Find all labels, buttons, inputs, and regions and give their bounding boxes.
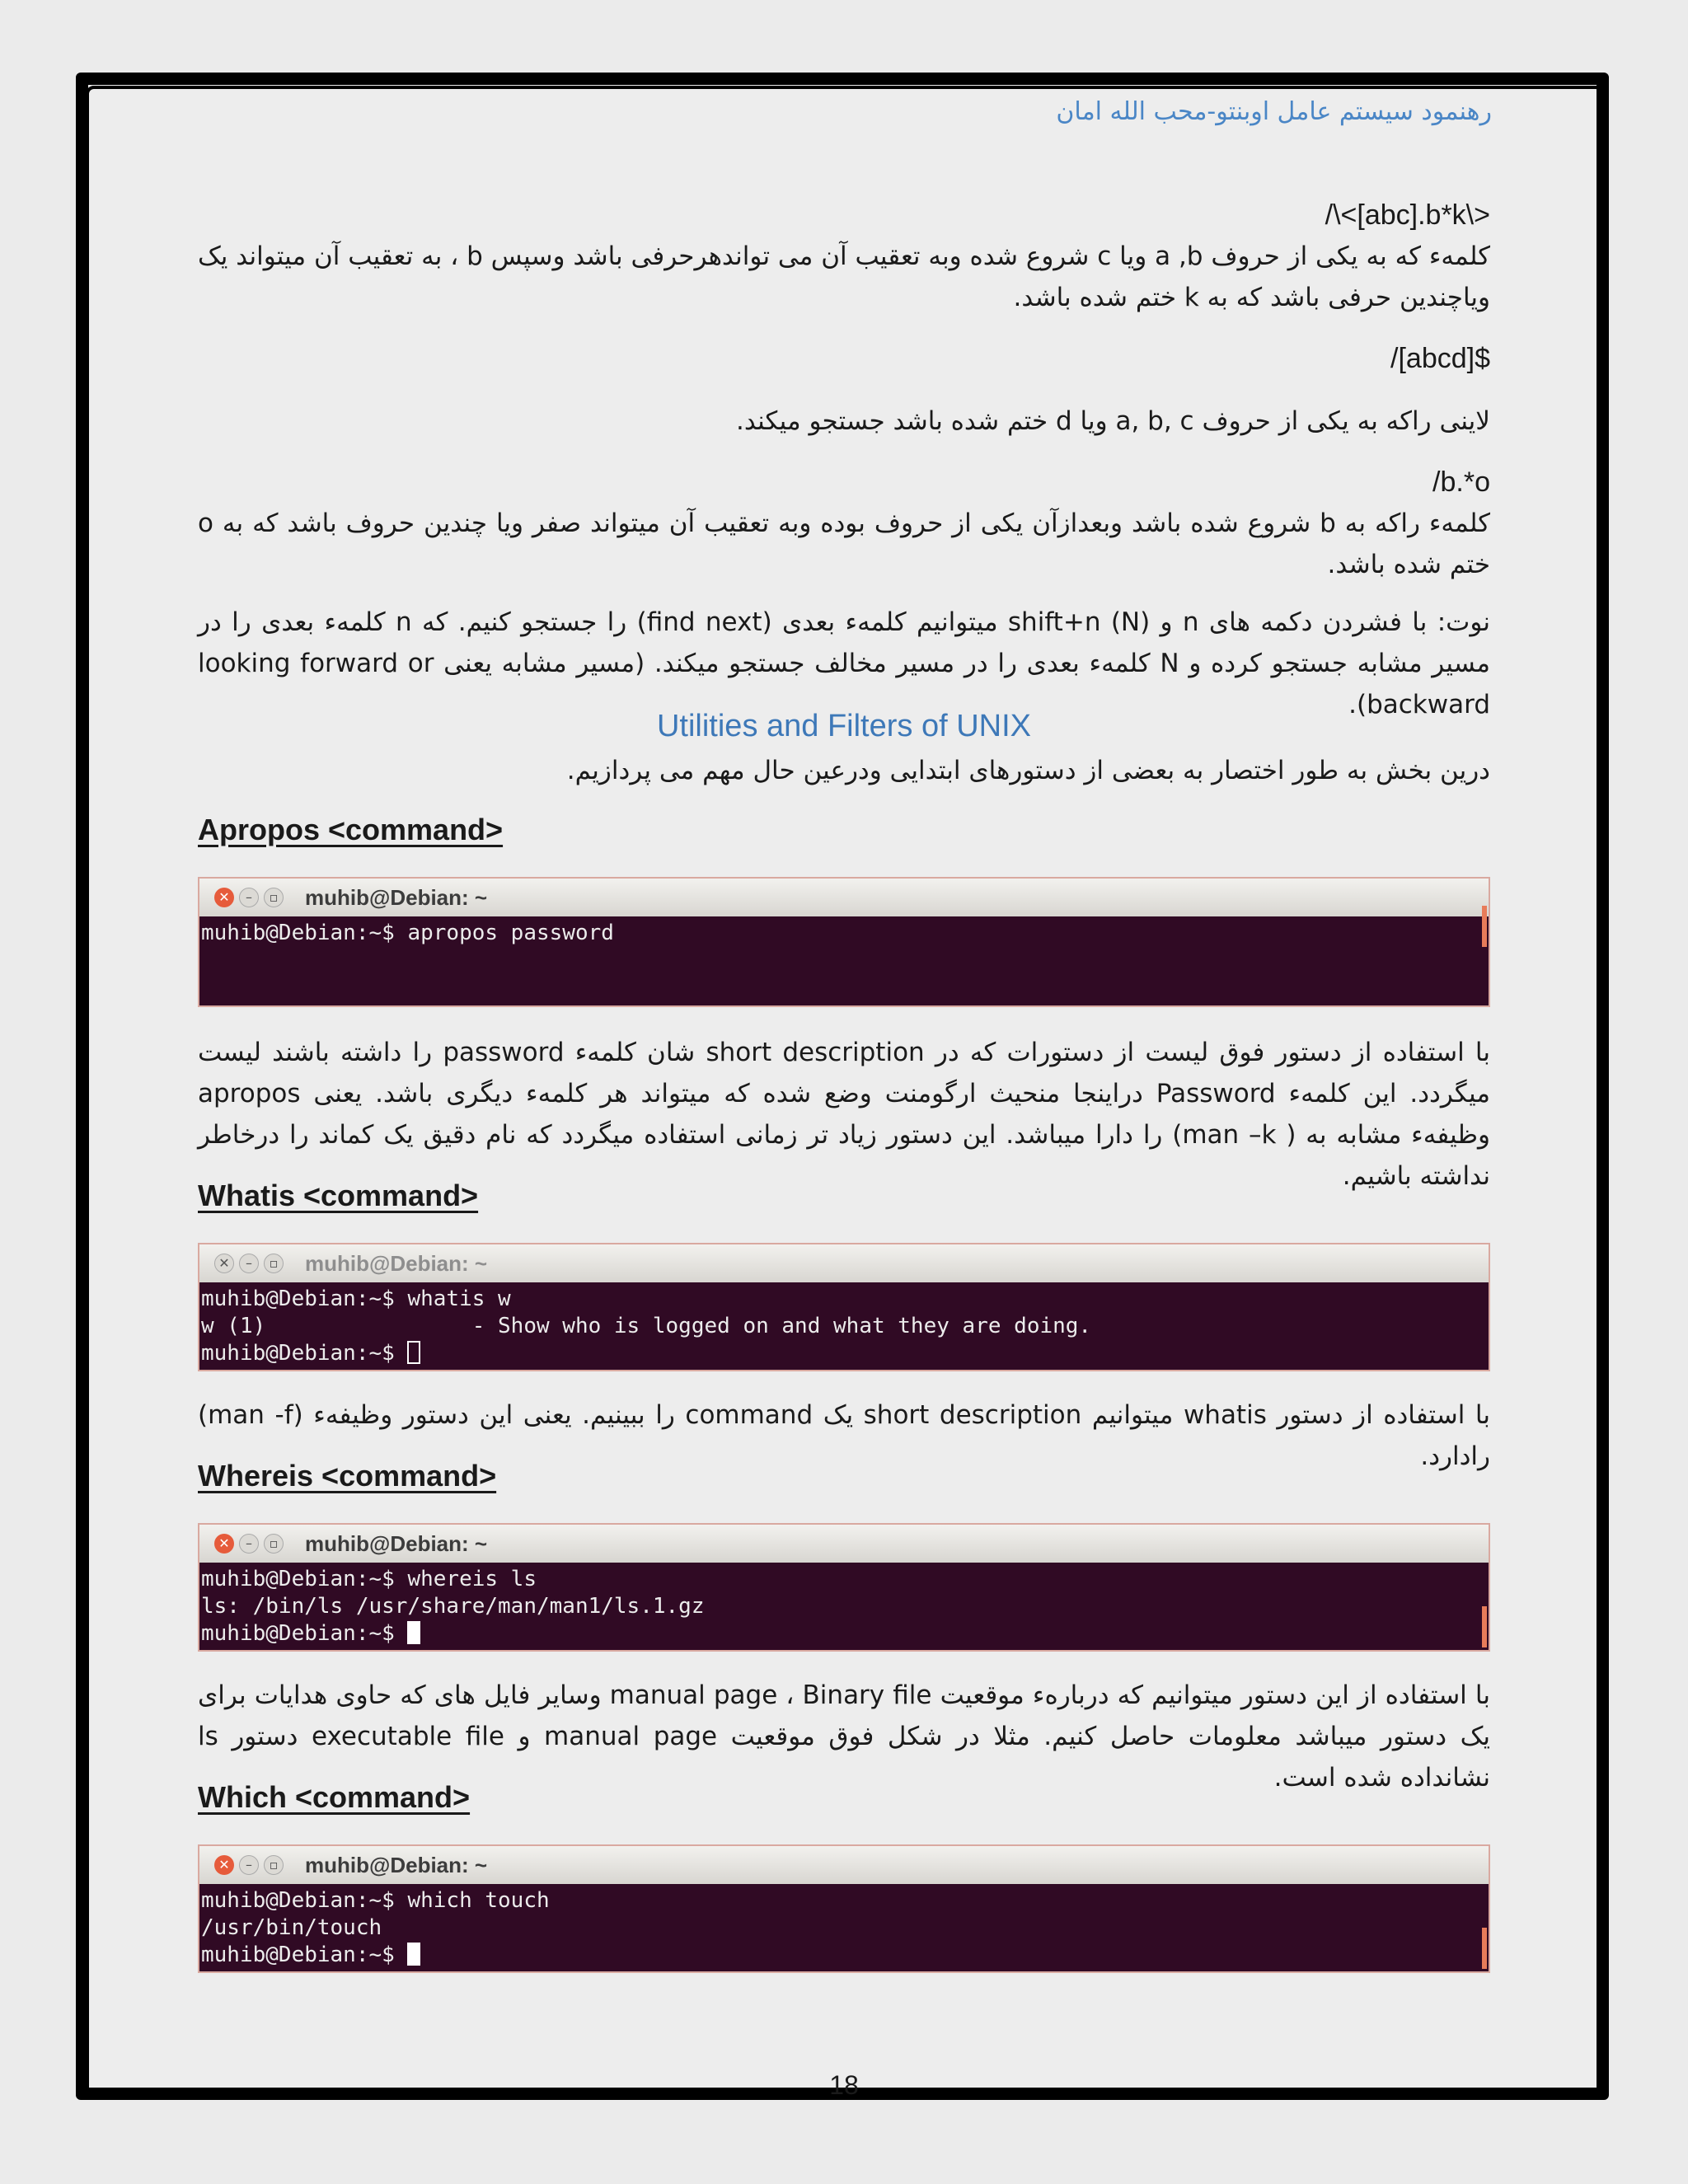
maximize-icon[interactable]: ▫ [264,888,284,907]
minimize-icon[interactable]: – [239,1534,259,1554]
scrollbar[interactable] [1482,1928,1487,1969]
terminal-line: muhib@Debian:~$ [201,1621,408,1646]
terminal-line: muhib@Debian:~$ whatis w [201,1286,511,1311]
heading-whatis: Whatis <command> [198,1179,479,1212]
terminal-line: muhib@Debian:~$ apropos password [201,921,614,945]
maximize-icon[interactable]: ▫ [264,1534,284,1554]
terminal-title: muhib@Debian: ~ [305,884,488,910]
terminal-line: muhib@Debian:~$ whereis ls [201,1567,537,1591]
heading-which: Which <command> [198,1780,471,1814]
terminal-apropos[interactable] [198,877,1490,1007]
section-intro: درین بخش به طور اختصار به بعضی از دستورهای ابتدایی ودرعین حال مهم می پردازیم. [566,756,1490,785]
terminal-line: w (1) - Show who is logged on and what they are doing. [201,1314,1092,1338]
terminal-title: muhib@Debian: ~ [305,1852,488,1877]
whatis-explanation: با استفاده از دستور whatis میتوانیم short description یک command را ببینیم. یعنی این دستور وظیفهء (man -f) رادارد. [198,1400,1491,1471]
regex-explanation: لاینی راکه به یکی از حروف a, b, c ویا d ختم شده باشد جستجو میکند. [736,406,1490,436]
note-paragraph: نوت: با فشردن دکمه های n و shift+n (N) میتوانیم کلمهء بعدی (find next) را جستجو کنیم. که n کلمهء بعدی را در مسیر مشابه جستجو کرده و N کلمهء بعدی را در مسیر مخالف جستجو میکند. (مسیر مشابه یعنی looking forward or backward). [198,607,1490,719]
minimize-icon[interactable]: – [239,1254,259,1273]
heading-apropos: Apropos <command> [198,813,504,846]
terminal-titlebar [199,1244,1489,1282]
close-icon[interactable]: ✕ [214,1254,234,1273]
section-title: Utilities and Filters of UNIX [656,709,1031,743]
terminal-line: /usr/bin/touch [201,1915,382,1940]
terminal-title: muhib@Debian: ~ [305,1530,488,1556]
maximize-icon[interactable]: ▫ [264,1855,284,1875]
scrollbar[interactable] [1482,1606,1487,1647]
terminal-which[interactable] [198,1844,1490,1973]
heading-whereis: Whereis <command> [198,1459,497,1493]
text-cursor [407,1943,420,1966]
terminal-line: muhib@Debian:~$ [201,1943,408,1967]
terminal-whatis[interactable] [198,1243,1490,1371]
commands [198,0,1490,2184]
terminal-titlebar [199,879,1489,916]
terminal-line: muhib@Debian:~$ [201,1341,408,1366]
close-icon[interactable]: ✕ [214,888,234,907]
text-cursor [407,1621,420,1644]
terminal-whereis[interactable] [198,1523,1490,1652]
close-icon[interactable]: ✕ [214,1534,234,1554]
running-header: رهنمود سیستم عامل اوبنتو-محب الله امان [1056,97,1492,126]
maximize-icon[interactable]: ▫ [264,1254,284,1273]
close-icon[interactable]: ✕ [214,1855,234,1875]
terminal-output [199,1884,1489,1972]
terminal-line: muhib@Debian:~$ which touch [201,1888,550,1913]
terminal-output [199,1563,1489,1651]
whereis-explanation: با استفاده از این دستور میتوانیم که دربارهء موقعیت manual page ، Binary file وسایر فایل های که حاوی هدایات برای یک دستور میباشد معلومات حاصل کنیم. مثلا در شکل فوق موقعیت manual page و executable file دستور ls نشانداده شده است. [198,1680,1490,1793]
terminal-title: muhib@Debian: ~ [305,1250,488,1276]
regex-code: /[abcd]$ [1390,343,1490,374]
terminal-titlebar [199,1525,1489,1563]
terminal-titlebar [199,1846,1489,1884]
terminal-output [199,916,1489,950]
terminal-line: ls: /bin/ls /usr/share/man/man1/ls.1.gz [201,1594,705,1619]
regex-explanation: کلمهء راکه به b شروع شده باشد وبعدازآن یکی از حروف بوده وبه تعقیب آن میتواند صفر ویا چندین حروف باشد که به o ختم شده باشد. [198,509,1490,579]
page-number: 18 [829,2070,859,2100]
apropos-explanation: با استفاده از دستور فوق لیست از دستورات که در short description شان کلمهء password را داشته باشند لیست میگردد. این کلمهء Password دراینجا منحیث ارگومنت وضع شده که میتواند هر کلمهء دیگری باشد. یعنی apropos وظیفهء مشابه به ( man –k) را دارا میباشد. این دستور زیاد تر زمانی استفاده میگردد که نام دقیق یک کماند را درخاطر نداشته باشیم. [198,1038,1491,1191]
regex-code: /\<[abc].b*k\> [1325,199,1490,231]
terminal-output [199,1282,1489,1371]
scrollbar[interactable] [1482,906,1487,947]
minimize-icon[interactable]: – [239,1855,259,1875]
regex-code: /b.*o [1432,466,1490,498]
regex-explanation: کلمهء که به یکی از حروف a ,b ویا c شروع شده وبه تعقیب آن می تواندهرحرفی باشد وسپس b ، به تعقیب آن میتواند یک ویاچندین حرفی باشد که به k ختم شده باشد. [198,241,1490,312]
minimize-icon[interactable]: – [239,888,259,907]
text-cursor [407,1341,420,1364]
